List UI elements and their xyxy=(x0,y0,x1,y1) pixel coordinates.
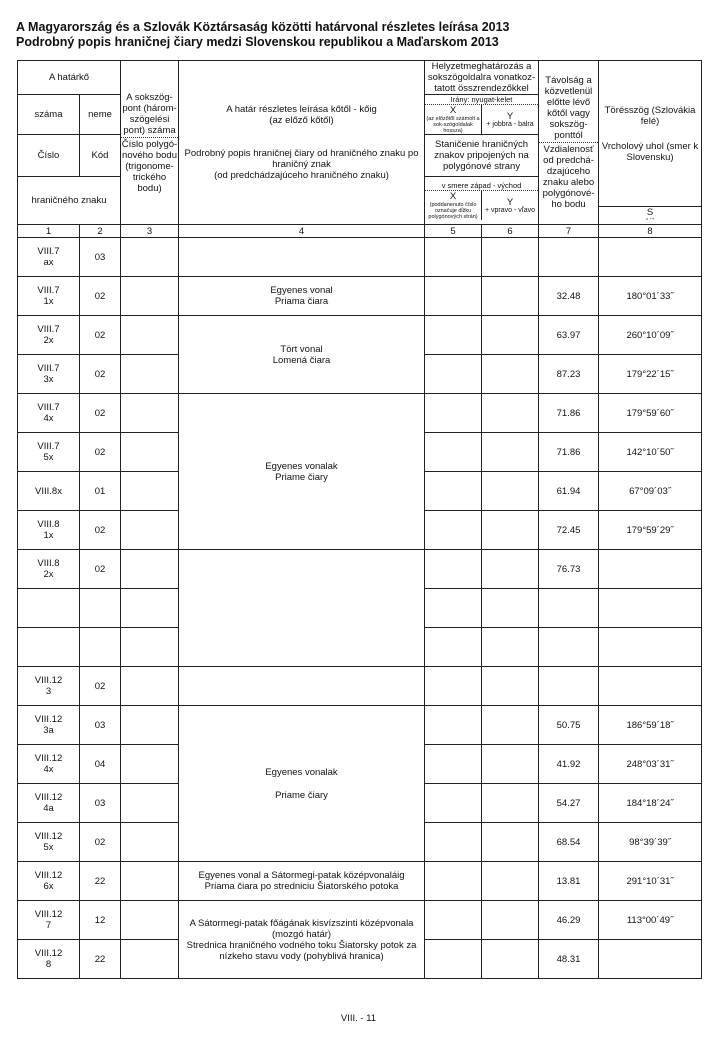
table-row: VIII.7 4x 02 Egyenes vonalak Priame čiary 71.86 179°59´60˝ xyxy=(18,394,702,433)
page-number: VIII. - 11 xyxy=(340,1013,377,1024)
table-row: VIII.12 8 22 48.31 xyxy=(18,940,702,979)
table-row: VIII.8 2x 02 76.73 xyxy=(18,550,702,589)
header-position-sk: Staničenie hraničných znakov pripojených na polygónové strany xyxy=(425,135,539,177)
title-hungarian: A Magyarország és a Szlovák Köztársaság közötti határvonal részletes leírása 2013 xyxy=(16,20,510,34)
table-row: VIII.12 4x 04 41.92 248°03´31˝ xyxy=(18,745,702,784)
description-broken-line: Tört vonal Lomená čiara xyxy=(179,316,425,394)
header-kind-hu: neme xyxy=(80,95,121,135)
header-angle-unit: S ° ′ ″ xyxy=(599,207,702,225)
header-stone-sk: hraničného znaku xyxy=(18,177,121,225)
table-row: VIII.12 7 12 A Sátormegi-patak főágának kisvízszinti középvonala (mozgó határ) Strednica hraničného vodného toku Šiatorsky potok za nízkeho stavu vody (pohyblivá hranica) 46.29 113°00´49˝ xyxy=(18,901,702,940)
table-row: VIII.12 4a 03 54.27 184°18´24˝ xyxy=(18,784,702,823)
header-distance: Távolság a közvetlenül előtte lévő kőtől vagy sokszög-ponttól Vzdialenosť od predchá-dzajúceho znaku alebo polygónové-ho bodu xyxy=(539,61,599,225)
header-number-hu: száma xyxy=(18,95,80,135)
header-polygon-point: A sokszög-pont (három-szögelési pont) száma Číslo polygó-nového bodu (trigonome-trického bodu) xyxy=(121,61,179,225)
table-row: VIII.7 ax 03 xyxy=(18,238,702,277)
boundary-table xyxy=(17,60,702,979)
header-xy-sk: v smere západ - východ X (poddanenuto číslo označuje dĺžku polygónových strán) Y + vpravo - vľavo xyxy=(425,177,539,225)
header-xy-hu: Irány: nyugat-kelet X (az előzőtől számolt a sok-szögoldalak hossza) Y + jobbra - balra xyxy=(425,95,539,135)
header-position-hu: Helyzetmeghatározás a sokszögoldalra vonatkoz-tatott összrendezőkkel xyxy=(425,61,539,95)
description-straight-lines-2: Egyenes vonalak Priame čiary xyxy=(179,706,425,862)
document-title xyxy=(16,20,510,50)
description-to-stream-centerline: Egyenes vonal a Sátormegi-patak középvonaláig Priama čiara po stredniciu Šiatorského potoka xyxy=(179,862,425,901)
table-row: VIII.7 5x 02 71.86 142°10´50˝ xyxy=(18,433,702,472)
header-description: A határ részletes leírása kőtől - kőig (az előző kőtől) Podrobný popis hraničnej čiary od hraničného znaku po hraničný znak (od predchádzajúceho hraničného znaku) xyxy=(179,61,425,225)
header-number-sk: Číslo xyxy=(18,135,80,177)
description-straight-line: Egyenes vonal Priama čiara xyxy=(179,277,425,316)
table-row: VIII.7 1x 02 Egyenes vonal Priama čiara 32.48 180°01´33˝ xyxy=(18,277,702,316)
description-straight-lines: Egyenes vonalak Priame čiary xyxy=(179,394,425,550)
table-row: VIII.7 3x 02 87.23 179°22´15˝ xyxy=(18,355,702,394)
table-row: VIII.12 5x 02 68.54 98°39´39˝ xyxy=(18,823,702,862)
table-row: VIII.8 1x 02 72.45 179°59´29˝ xyxy=(18,511,702,550)
column-number-row: 1 2 3 4 5 6 7 8 xyxy=(18,225,702,238)
description-stream-centerline: A Sátormegi-patak főágának kisvízszinti középvonala (mozgó határ) Strednica hraničného vodného toku Šiatorsky potok za nízkeho stavu vody (pohyblivá hranica) xyxy=(179,901,425,979)
header-angle: Törésszög (Szlovákia felé) Vrcholový uhol (smer k Slovensku) xyxy=(599,61,702,207)
table-row: VIII.8x 01 61.94 67°09´03˝ xyxy=(18,472,702,511)
table-row: VIII.7 2x 02 Tört vonal Lomená čiara 63.97 260°10´09˝ xyxy=(18,316,702,355)
title-slovak: Podrobný popis hraničnej čiary medzi Slovenskou republikou a Maďarskom 2013 xyxy=(16,35,499,49)
table-row: VIII.12 6x 22 Egyenes vonal a Sátormegi-patak középvonaláig Priama čiara po stredniciu Šiatorského potoka 13.81 291°10´31˝ xyxy=(18,862,702,901)
header-stone-hu: A határkő xyxy=(18,61,121,95)
header-code-sk: Kód xyxy=(80,135,121,177)
table-row: VIII.12 3 02 xyxy=(18,667,702,706)
table-row: VIII.12 3a 03 Egyenes vonalak Priame čiary 50.75 186°59´18˝ xyxy=(18,706,702,745)
